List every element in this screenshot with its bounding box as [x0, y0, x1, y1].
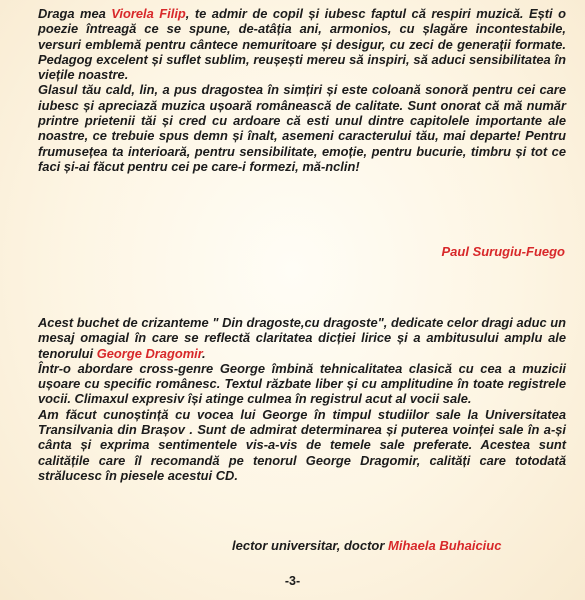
letter-1-paragraph-2: Glasul tău cald, lin, a pus dragostea în simțiri și este coloană sonoră pentru cei care iubesc și apreciază muzica ușoară românească de calitate. Sunt onorat că mă număr printre prietenii tăi și cred cu ardoare că esti unul dintre capitolele importante ale noastre, ce trebuie spus demn și înalt, asemeni caracterului tău, mai departe! Pentru frumusețea ta interioară, pentru sensibilitate, emoție, pentru bucurie, timbru și tot ce faci și-ai făcut pentru cei pe care-i formezi, mă-nclin!	[38, 82, 566, 174]
signature-title: lector universitar, doctor	[232, 538, 389, 553]
letter-1-paragraph-1	[38, 6, 566, 82]
letter-1-signature: Paul Surugiu-Fuego	[441, 244, 565, 259]
signature-name: Mihaela Buhaiciuc	[388, 538, 502, 553]
letter-2-intro-end: .	[202, 345, 206, 361]
letter-1-body: , te admir de copil și iubesc faptul că respiri muzică. Ești o poezie întreagă ce se spune, de-atâția ani, armonios, cu șlagăre incontestabile, versuri emblemă pentru cântece nemuritoare și desigur, cu zeci de generații formate. Pedagog excelent și suflet sublim, reușești mereu să inspiri, să aduci sensibilitatea în viețile noastre.	[38, 6, 566, 83]
letter-2-intro: Acest buchet de crizanteme " Din dragoste,cu dragoste", dedicate celor dragi aduc un mesaj omagial în care se reflectă claritatea dicției lirice și a ambitusului amplu ale tenorului	[38, 315, 566, 361]
tenor-name: George Dragomir	[96, 345, 203, 361]
dedication-letter-2	[38, 315, 566, 483]
letter-2-paragraph-3: Am făcut cunoștință cu vocea lui George în timpul studiilor sale la Universitatea Transilvania din Brașov . Sunt de admirat determinarea și puterea voinței sale în a-și cânta și exprima sentimentele vis-a-vis de temele sale preferate. Acestea sunt calitățile care îl recomandă pe tenorul George Dragomir, calități care totodată strălucesc în piesele acestui CD.	[38, 406, 566, 483]
dedication-letter-1	[38, 6, 566, 174]
letter-2-signature	[232, 538, 501, 553]
page-number: -3-	[284, 574, 301, 588]
recipient-name: Viorela Filip	[111, 6, 186, 21]
letter-2-paragraph-2: Într-o abordare cross-genre George îmbină tehnicalitatea clasică cu cea a muzicii ușoare cu specific românesc. Textul răzbate liber și cu amplitudine în toate registrele vocii. Climaxul expresiv își atinge culmea în registrul acut al vocii sale.	[38, 360, 566, 407]
letter-1-intro: Draga mea	[38, 6, 112, 21]
letter-2-paragraph-1	[38, 315, 566, 361]
